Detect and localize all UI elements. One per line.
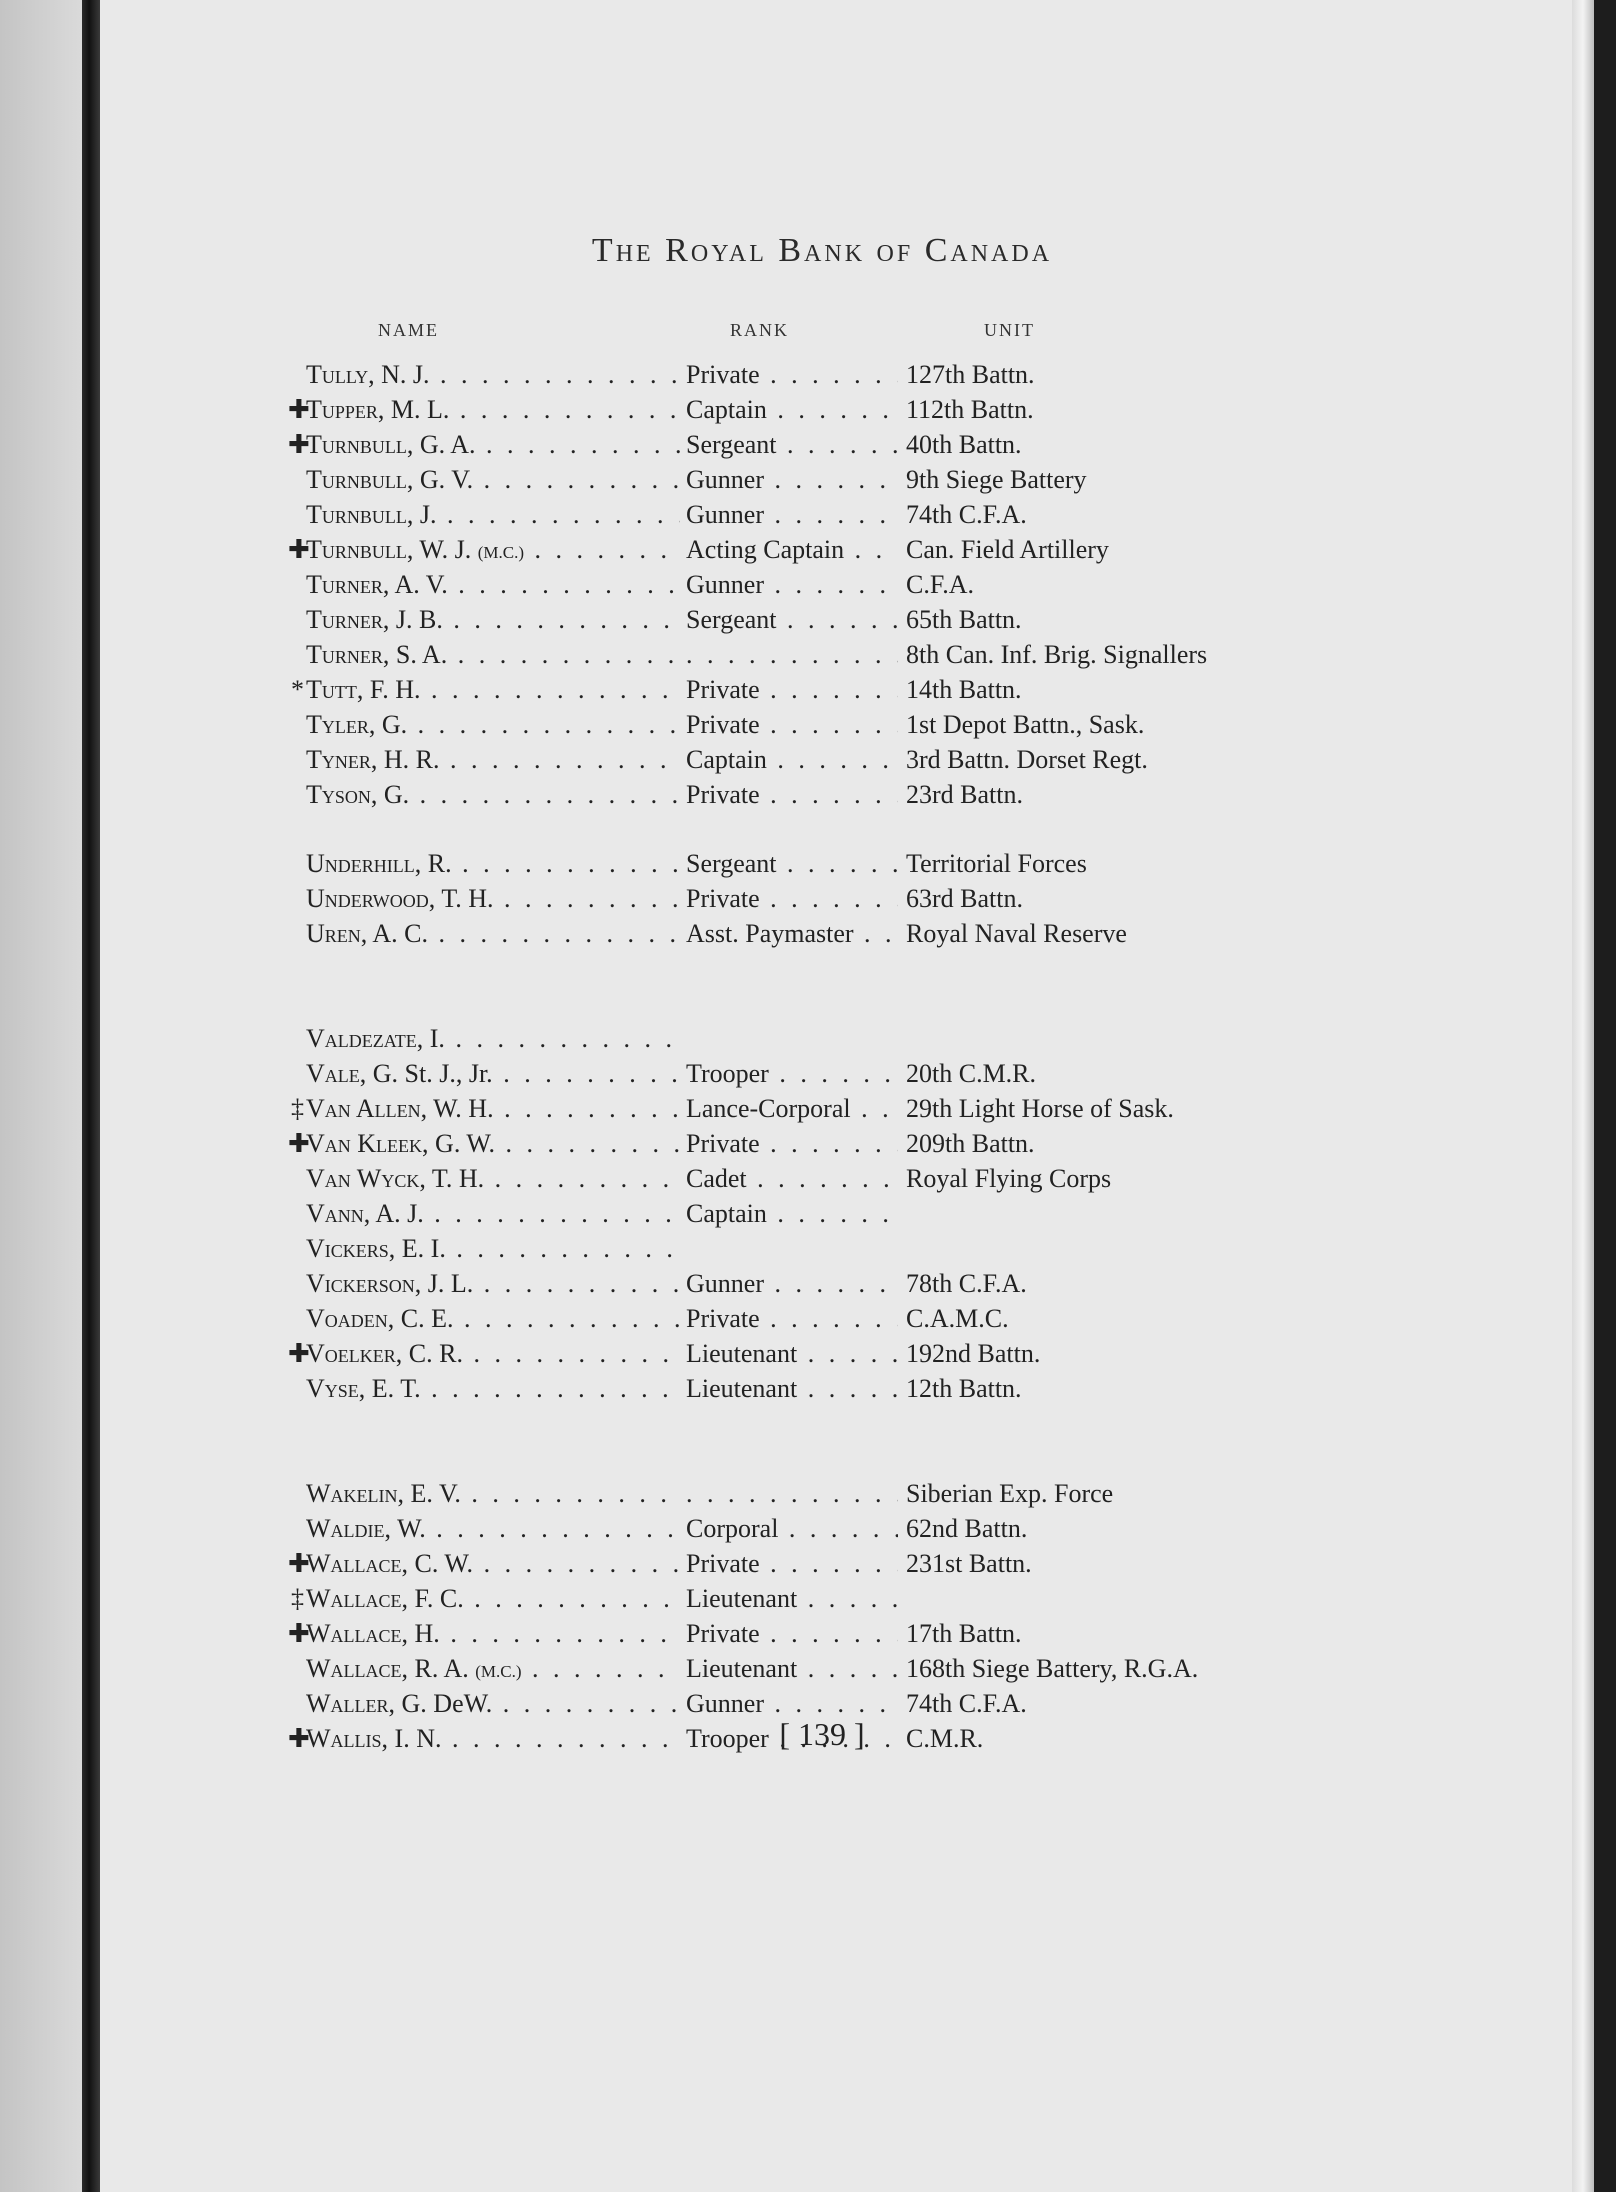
initials: G. V.: [419, 465, 474, 494]
surname: Wallace,: [306, 1619, 409, 1648]
entry-rank: Private . . .: [686, 675, 898, 705]
initials: G. W.: [435, 1129, 496, 1158]
initials: C. W.: [414, 1549, 474, 1578]
entry-unit: 65th Battn.: [906, 605, 1022, 634]
entry-unit: 112th Battn.: [906, 395, 1034, 424]
entry-name: [288, 605, 680, 635]
surname: Wallace,: [306, 1654, 409, 1683]
entry-name: [288, 1094, 680, 1124]
initials: I. N.: [394, 1724, 442, 1753]
initials: N. J.: [381, 360, 430, 389]
page-number: [ 139 ]: [779, 1716, 865, 1752]
entry-unit: Royal Flying Corps: [906, 1164, 1112, 1193]
surname: Van Kleek,: [306, 1129, 429, 1158]
surname: Vickers,: [306, 1234, 396, 1263]
surname: Wakelin,: [306, 1479, 405, 1508]
casualty-symbol: ✚: [288, 1724, 310, 1753]
roster-row: [0, 884, 1616, 918]
surname: Wallace,: [306, 1584, 409, 1613]
surname: Waldie,: [306, 1514, 392, 1543]
entry-name: [288, 1514, 680, 1544]
entry-unit: C.A.M.C.: [906, 1304, 1009, 1333]
entry-unit: 12th Battn.: [906, 1374, 1022, 1403]
roster-row: [0, 1549, 1616, 1583]
entry-rank: Sergeant . . .: [686, 849, 898, 879]
entry-name: [288, 710, 680, 740]
initials: W.: [397, 1514, 426, 1543]
entry-rank: Lieutenant . . .: [686, 1654, 898, 1684]
roster-row: [0, 1024, 1616, 1058]
entry-rank: [686, 640, 898, 670]
entry-rank: Trooper . . .: [686, 1059, 898, 1089]
entry-unit: 8th Can. Inf. Brig. Signallers: [906, 640, 1208, 669]
surname: Voelker,: [306, 1339, 403, 1368]
surname: Turner,: [306, 605, 390, 634]
entry-name: [288, 675, 680, 705]
casualty-symbol: ‡: [291, 1584, 304, 1613]
entry-name: [288, 919, 680, 949]
entry-rank: Captain . . .: [686, 1199, 898, 1229]
casualty-symbol: ✚: [288, 1339, 310, 1368]
roster-row: [0, 535, 1616, 569]
surname: Underhill,: [306, 849, 422, 878]
military-cross-note: (M.C.): [475, 1662, 522, 1681]
casualty-symbol: ✚: [288, 1619, 310, 1648]
entry-unit: 17th Battn.: [906, 1619, 1022, 1648]
surname: Tyson,: [306, 780, 378, 809]
entry-rank: Private . . .: [686, 780, 898, 810]
roster-row: [0, 710, 1616, 744]
entry-rank: Private . . .: [686, 1304, 898, 1334]
entry-name: [288, 1164, 680, 1194]
initials: A. C.: [372, 919, 428, 948]
entry-unit: 23rd Battn.: [906, 780, 1023, 809]
roster-row: [0, 919, 1616, 953]
entry-rank: Lieutenant . . .: [686, 1374, 898, 1404]
entry-rank: Gunner . . .: [686, 1689, 898, 1719]
entry-name: [288, 535, 680, 565]
entry-rank: Private . . .: [686, 884, 898, 914]
entry-name: [288, 1584, 680, 1614]
surname: Turnbull,: [306, 535, 414, 564]
entry-name: [288, 500, 680, 530]
surname: Waller,: [306, 1689, 396, 1718]
entry-unit: 62nd Battn.: [906, 1514, 1028, 1543]
entry-unit: Can. Field Artillery: [906, 535, 1109, 564]
entry-rank: Captain . . .: [686, 395, 898, 425]
entry-unit: 40th Battn.: [906, 430, 1022, 459]
entry-name: [288, 1654, 680, 1684]
entry-name: [288, 465, 680, 495]
initials: A. J.: [375, 1199, 424, 1228]
roster-row: [0, 1199, 1616, 1233]
roster-row: [0, 1129, 1616, 1163]
initials: F. C.: [414, 1584, 464, 1613]
entry-rank: Gunner . . .: [686, 570, 898, 600]
roster-row: [0, 780, 1616, 814]
entry-rank: Corporal . . .: [686, 1514, 898, 1544]
casualty-symbol: ✚: [288, 395, 310, 424]
entry-unit: 74th C.F.A.: [906, 1689, 1027, 1718]
roster-row: [0, 1164, 1616, 1198]
initials: G.: [381, 710, 408, 739]
entry-name: [288, 1689, 680, 1719]
entry-rank: Private . . .: [686, 1549, 898, 1579]
entry-unit: 3rd Battn. Dorset Regt.: [906, 745, 1148, 774]
entry-rank: Acting Captain . . .: [686, 535, 898, 565]
roster-row: [0, 465, 1616, 499]
entry-rank: Asst. Paymaster . . .: [686, 919, 898, 949]
initials: T. H.: [441, 884, 494, 913]
entry-rank: Lance-Corporal . . .: [686, 1094, 898, 1124]
initials: G.: [383, 780, 410, 809]
entry-name: [288, 1199, 680, 1229]
initials: J.: [419, 500, 437, 529]
entry-unit: 29th Light Horse of Sask.: [906, 1094, 1174, 1123]
entry-rank: Lieutenant . . .: [686, 1339, 898, 1369]
entry-name: [288, 1059, 680, 1089]
roster-row: [0, 1374, 1616, 1408]
casualty-symbol: ✚: [288, 1129, 310, 1158]
initials: G. St. J., Jr.: [372, 1059, 493, 1088]
entry-rank: Trooper . . .: [686, 1724, 898, 1754]
entry-unit: 209th Battn.: [906, 1129, 1035, 1158]
column-header-rank: RANK: [730, 320, 790, 340]
entry-rank: Sergeant . . .: [686, 430, 898, 460]
entry-rank: Gunner . . .: [686, 465, 898, 495]
entry-name: [288, 1549, 680, 1579]
entry-name: [288, 570, 680, 600]
entry-unit: 1st Depot Battn., Sask.: [906, 710, 1145, 739]
entry-unit: Siberian Exp. Force: [906, 1479, 1114, 1508]
entry-name: [288, 430, 680, 460]
entry-unit: 14th Battn.: [906, 675, 1022, 704]
roster-row: [0, 1654, 1616, 1688]
surname: Turner,: [306, 640, 390, 669]
initials: H.: [414, 1619, 440, 1648]
surname: Turnbull,: [306, 500, 414, 529]
entry-unit: 63rd Battn.: [906, 884, 1023, 913]
entry-name: [288, 1619, 680, 1649]
entry-name: [288, 1129, 680, 1159]
entry-unit: Royal Naval Reserve: [906, 919, 1127, 948]
casualty-symbol: ✚: [288, 535, 310, 564]
roster-row: [0, 1094, 1616, 1128]
surname: Turnbull,: [306, 465, 414, 494]
initials: G. DeW.: [401, 1689, 493, 1718]
roster-row: [0, 605, 1616, 639]
roster-row: [0, 395, 1616, 429]
roster-row: [0, 1584, 1616, 1618]
surname: Van Wyck,: [306, 1164, 426, 1193]
entry-name: [288, 1339, 680, 1369]
surname: Tully,: [306, 360, 375, 389]
entry-name: [288, 849, 680, 879]
column-header-name: NAME: [378, 320, 439, 340]
initials: A. V.: [394, 570, 448, 599]
entry-name: [288, 640, 680, 670]
surname: Vyse,: [306, 1374, 366, 1403]
surname: Underwood,: [306, 884, 436, 913]
surname: Voaden,: [306, 1304, 395, 1333]
initials: F. H.: [369, 675, 421, 704]
surname: Turner,: [306, 570, 390, 599]
entry-unit: 192nd Battn.: [906, 1339, 1041, 1368]
roster-row: [0, 1619, 1616, 1653]
entry-unit: 20th C.M.R.: [906, 1059, 1037, 1088]
initials: H. R.: [383, 745, 440, 774]
roster-row: [0, 675, 1616, 709]
entry-rank: Private . . .: [686, 360, 898, 390]
entry-unit: 231st Battn.: [906, 1549, 1032, 1578]
surname: Valdezate,: [306, 1024, 424, 1053]
entry-name: [288, 1269, 680, 1299]
entry-rank: Private . . .: [686, 710, 898, 740]
entry-name: [288, 395, 680, 425]
military-cross-note: (M.C.): [477, 543, 524, 562]
initials: C. R.: [408, 1339, 463, 1368]
surname: Vickerson,: [306, 1269, 422, 1298]
entry-name: [288, 1024, 680, 1054]
entry-unit: C.M.R.: [906, 1724, 984, 1753]
entry-name: [288, 884, 680, 914]
roster-row: [0, 500, 1616, 534]
entry-unit: Territorial Forces: [906, 849, 1087, 878]
entry-rank: Gunner . . .: [686, 1269, 898, 1299]
initials: E. V.: [410, 1479, 461, 1508]
entry-unit: 78th C.F.A.: [906, 1269, 1027, 1298]
casualty-symbol: ✚: [288, 430, 310, 459]
entry-name: [288, 1374, 680, 1404]
casualty-symbol: ✚: [288, 1549, 310, 1578]
roster-row: [0, 1269, 1616, 1303]
initials: E. T.: [371, 1374, 421, 1403]
entry-unit: 168th Siege Battery, R.G.A.: [906, 1654, 1199, 1683]
entry-name: [288, 745, 680, 775]
roster-row: [0, 745, 1616, 779]
roster-row: [0, 1304, 1616, 1338]
roster-row: [0, 1514, 1616, 1548]
entry-rank: Cadet . . .: [686, 1164, 898, 1194]
casualty-symbol: ‡: [291, 1094, 304, 1123]
entry-rank: Sergeant . . .: [686, 605, 898, 635]
surname: Tutt,: [306, 675, 364, 704]
roster-row: [0, 430, 1616, 464]
entry-rank: Private . . .: [686, 1619, 898, 1649]
roster-row: [0, 570, 1616, 604]
entry-rank: Gunner . . .: [686, 500, 898, 530]
entry-unit: 74th C.F.A.: [906, 500, 1027, 529]
initials: S. A.: [395, 640, 448, 669]
surname: Tyler,: [306, 710, 376, 739]
surname: Vale,: [306, 1059, 367, 1088]
initials: I.: [429, 1024, 445, 1053]
column-header-unit: UNIT: [984, 320, 1035, 340]
surname: Tyner,: [306, 745, 378, 774]
roster-row: [0, 1339, 1616, 1373]
entry-name: [288, 1234, 680, 1264]
initials: J. L.: [427, 1269, 474, 1298]
entry-unit: 9th Siege Battery: [906, 465, 1087, 494]
roster-row: [0, 849, 1616, 883]
roster-row: [0, 1479, 1616, 1513]
initials: T. H.: [431, 1164, 485, 1193]
entry-rank: Private . . .: [686, 1129, 898, 1159]
roster-row: [0, 360, 1616, 394]
initials: C. E.: [400, 1304, 454, 1333]
initials: J. B.: [395, 605, 443, 634]
roster-row: [0, 1059, 1616, 1093]
surname: Tupper,: [306, 395, 385, 424]
initials: R. A.: [414, 1654, 469, 1683]
entry-name: [288, 780, 680, 810]
roster-row: [0, 1234, 1616, 1268]
surname: Vann,: [306, 1199, 371, 1228]
surname: Van Allen,: [306, 1094, 428, 1123]
entry-rank: Captain . . .: [686, 745, 898, 775]
initials: W. H.: [433, 1094, 494, 1123]
surname: Uren,: [306, 919, 368, 948]
roster-row: [0, 640, 1616, 674]
entry-unit: 127th Battn.: [906, 360, 1035, 389]
entry-rank: Lieutenant . . .: [686, 1584, 898, 1614]
initials: M. L.: [390, 395, 450, 424]
entry-name: [288, 1304, 680, 1334]
initials: E. I.: [401, 1234, 446, 1263]
surname: Turnbull,: [306, 430, 414, 459]
casualty-symbol: *: [291, 675, 304, 704]
entry-name: [288, 1479, 680, 1509]
running-title: The Royal Bank of Canada: [591, 232, 1053, 269]
initials: R.: [427, 849, 452, 878]
initials: G. A.: [419, 430, 476, 459]
entry-unit: C.F.A.: [906, 570, 974, 599]
initials: W. J.: [419, 535, 472, 564]
surname: Wallace,: [306, 1549, 409, 1578]
entry-rank: [686, 1479, 898, 1509]
entry-name: [288, 360, 680, 390]
surname: Wallis,: [306, 1724, 389, 1753]
